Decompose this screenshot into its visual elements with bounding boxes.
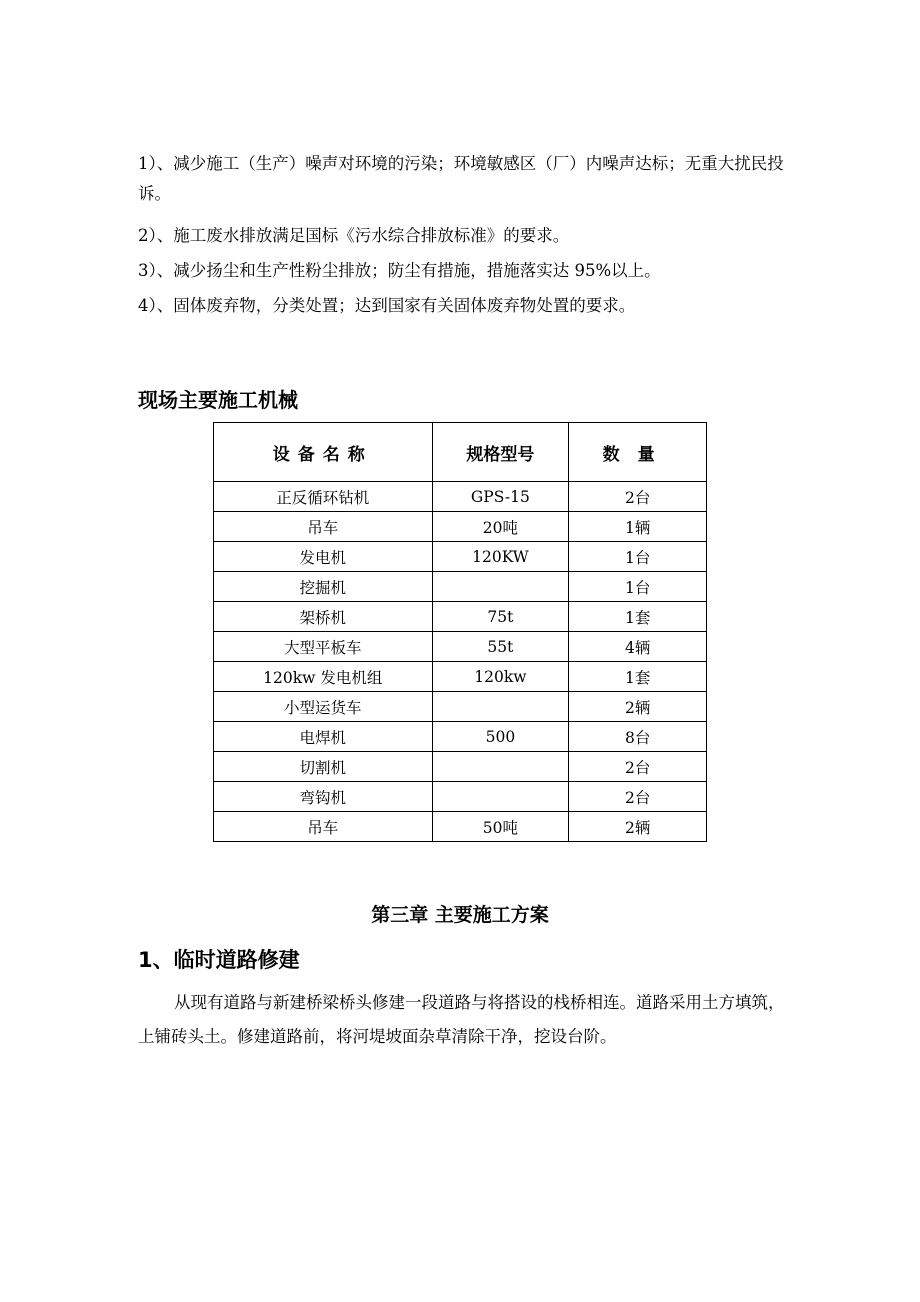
cell-equipment-name: 正反循环钻机 xyxy=(214,482,433,512)
cell-quantity: 1辆 xyxy=(569,512,707,542)
cell-equipment-name: 切割机 xyxy=(214,752,433,782)
cell-spec xyxy=(432,752,569,782)
cell-spec xyxy=(432,782,569,812)
paragraph-2: 2）、施工废水排放满足国标《污水综合排放标准》的要求。 xyxy=(138,226,570,245)
table-row xyxy=(214,602,707,632)
cell-equipment-name: 吊车 xyxy=(214,812,433,842)
table-row xyxy=(214,662,707,692)
paragraph-4: 4）、固体废弃物，分类处置；达到国家有关固体废弃物处置的要求。 xyxy=(138,296,636,315)
cell-equipment-name: 小型运货车 xyxy=(214,692,433,722)
cell-spec: 50吨 xyxy=(432,812,569,842)
cell-spec xyxy=(432,692,569,722)
cell-spec: GPS-15 xyxy=(432,482,569,512)
cell-spec: 120kw xyxy=(432,662,569,692)
cell-quantity: 1台 xyxy=(569,542,707,572)
paragraph-1: 1）、减少施工（生产）噪声对环境的污染；环境敏感区（厂）内噪声达标；无重大扰民投诉。 xyxy=(138,154,784,203)
cell-quantity: 2辆 xyxy=(569,812,707,842)
table-row xyxy=(214,632,707,662)
table-row xyxy=(214,752,707,782)
cell-equipment-name: 吊车 xyxy=(214,512,433,542)
section-body: 从现有道路与新建桥梁桥头修建一段道路与将搭设的栈桥相连。道路采用土方填筑，上铺砖头土。修建道路前，将河堤坡面杂草清除干净，挖设台阶。 xyxy=(138,993,785,1046)
cell-equipment-name: 架桥机 xyxy=(214,602,433,632)
cell-quantity: 4辆 xyxy=(569,632,707,662)
header-quantity: 数量 xyxy=(569,423,707,482)
table-row xyxy=(214,692,707,722)
cell-quantity: 1台 xyxy=(569,572,707,602)
cell-quantity: 2台 xyxy=(569,482,707,512)
cell-equipment-name: 电焊机 xyxy=(214,722,433,752)
table-row xyxy=(214,512,707,542)
cell-spec: 55t xyxy=(432,632,569,662)
cell-quantity: 2台 xyxy=(569,752,707,782)
section-heading: 1、临时道路修建 xyxy=(138,948,300,972)
table-row xyxy=(214,542,707,572)
cell-quantity: 1套 xyxy=(569,662,707,692)
cell-spec: 120KW xyxy=(432,542,569,572)
cell-quantity: 2台 xyxy=(569,782,707,812)
cell-equipment-name: 120kw 发电机组 xyxy=(214,662,433,692)
cell-equipment-name: 弯钩机 xyxy=(214,782,433,812)
cell-quantity: 2辆 xyxy=(569,692,707,722)
header-equipment-name: 设备名称 xyxy=(214,423,433,482)
header-spec: 规格型号 xyxy=(432,423,569,482)
cell-equipment-name: 挖掘机 xyxy=(214,572,433,602)
cell-spec: 75t xyxy=(432,602,569,632)
paragraph-3: 3）、减少扬尘和生产性粉尘排放；防尘有措施，措施落实达 95%以上。 xyxy=(138,261,661,280)
table-row xyxy=(214,782,707,812)
table-row xyxy=(214,572,707,602)
cell-equipment-name: 大型平板车 xyxy=(214,632,433,662)
cell-spec: 500 xyxy=(432,722,569,752)
table-body xyxy=(214,482,707,842)
table-header-row xyxy=(214,423,707,482)
table-row xyxy=(214,482,707,512)
cell-equipment-name: 发电机 xyxy=(214,542,433,572)
chapter-title: 第三章 主要施工方案 xyxy=(371,904,549,926)
table-row xyxy=(214,812,707,842)
equipment-table xyxy=(213,422,707,842)
table-row xyxy=(214,722,707,752)
cell-spec: 20吨 xyxy=(432,512,569,542)
cell-spec xyxy=(432,572,569,602)
cell-quantity: 8台 xyxy=(569,722,707,752)
equipment-section-title: 现场主要施工机械 xyxy=(138,388,298,412)
cell-quantity: 1套 xyxy=(569,602,707,632)
